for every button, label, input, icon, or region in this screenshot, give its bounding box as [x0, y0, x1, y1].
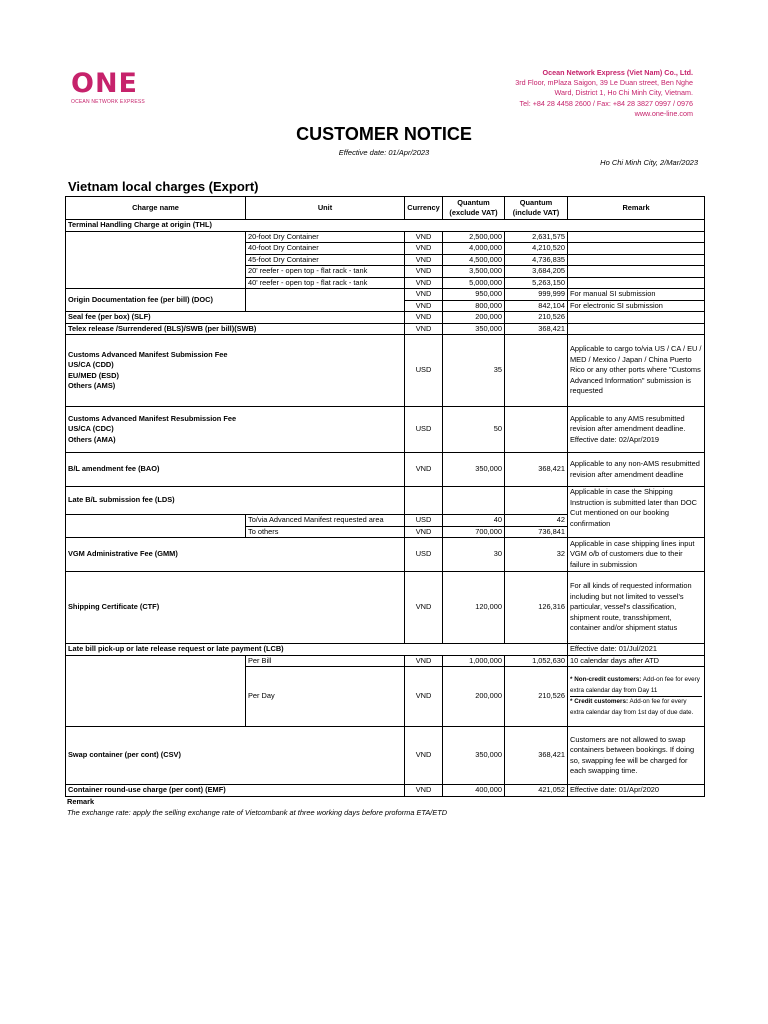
amount-exclude-vat: 200,000 [443, 667, 505, 727]
charge-name-lcb: Late bill pick-up or late release request or late payment (LCB) [66, 644, 568, 656]
amount-include-vat: 5,263,150 [505, 277, 568, 289]
currency-cell: USD [405, 407, 443, 453]
amount-include-vat [505, 407, 568, 453]
charge-name-ama [66, 407, 405, 453]
empty-cell [66, 231, 246, 289]
ams-line: Customs Advanced Manifest Submission Fee [68, 349, 228, 359]
table-row [66, 727, 705, 785]
remark-cell: Applicable to cargo to/via US / CA / EU / MED / Mexico / Japan / China Puerto Rico or any other ports where "Customs Advanced Information" submission is requested [568, 335, 705, 407]
currency-cell: VND [405, 243, 443, 255]
amount-exclude-vat: 4,000,000 [443, 243, 505, 255]
remark-cell [568, 312, 705, 324]
remark-cell: 10 calendar days after ATD [568, 655, 705, 667]
noncredit-label: * Non-credit customers: [570, 676, 642, 683]
amount-include-vat: 736,841 [505, 526, 568, 538]
amount-include-vat: 42 [505, 515, 568, 527]
amount-include-vat: 4,736,835 [505, 254, 568, 266]
table-row [66, 538, 705, 572]
remark-cell: Effective date: 01/Apr/2020 [568, 785, 705, 797]
currency-cell: USD [405, 335, 443, 407]
unit-cell: 45-foot Dry Container [246, 254, 405, 266]
amount-include-vat [505, 335, 568, 407]
remark-cell [568, 277, 705, 289]
currency-cell: VND [405, 667, 443, 727]
ams-line: Others (AMS) [68, 381, 116, 390]
unit-cell: 40' reefer - open top - flat rack - tank [246, 277, 405, 289]
amount-include-vat: 421,052 [505, 785, 568, 797]
currency-cell: VND [405, 572, 443, 644]
currency-cell: VND [405, 526, 443, 538]
currency-cell: USD [405, 538, 443, 572]
amount-exclude-vat: 800,000 [443, 300, 505, 312]
amount-exclude-vat: 400,000 [443, 785, 505, 797]
unit-cell [246, 289, 405, 312]
table-row [66, 655, 705, 667]
currency-cell: VND [405, 785, 443, 797]
charge-name-ctf: Shipping Certificate (CTF) [66, 572, 405, 644]
header-unit: Unit [246, 197, 405, 220]
amount-exclude-vat: 120,000 [443, 572, 505, 644]
currency-cell: VND [405, 453, 443, 487]
remark-cell [568, 323, 705, 335]
table-row [66, 487, 705, 515]
amount-exclude-vat: 200,000 [443, 312, 505, 324]
table-row [66, 407, 705, 453]
amount-include-vat: 32 [505, 538, 568, 572]
table-row [66, 335, 705, 407]
currency-cell: VND [405, 289, 443, 301]
amount-exclude-vat: 40 [443, 515, 505, 527]
remark-cell: Applicable in case the Shipping Instruction is submitted later than DOC Cut mentioned on our booking confirmation [568, 487, 705, 538]
remark-cell [568, 231, 705, 243]
charge-name-bao: B/L amendment fee (BAO) [66, 453, 405, 487]
amount-include-vat: 368,421 [505, 323, 568, 335]
charge-name-slf: Seal fee (per box) (SLF) [66, 312, 405, 324]
remark-cell [568, 243, 705, 255]
header-charge-name: Charge name [66, 197, 246, 220]
amount-exclude-vat: 350,000 [443, 323, 505, 335]
amount-include-vat: 4,210,520 [505, 243, 568, 255]
charge-name-lds: Late B/L submission fee (LDS) [66, 487, 405, 515]
company-address-line2: Ward, District 1, Ho Chi Minh City, Vietnam. [554, 88, 693, 98]
table-row [66, 289, 705, 301]
amount-include-vat: 126,316 [505, 572, 568, 644]
table-row [66, 572, 705, 644]
unit-cell: To/via Advanced Manifest requested area [246, 515, 405, 527]
remark-credit [570, 696, 702, 718]
header-quantum-exclude-vat: Quantum (exclude VAT) [443, 197, 505, 220]
place-date: Ho Chi Minh City, 2/Mar/2023 [600, 158, 698, 167]
amount-include-vat: 3,684,205 [505, 266, 568, 278]
ama-line: Others (AMA) [68, 434, 116, 444]
remark-cell: For manual SI submission [568, 289, 705, 301]
unit-cell: To others [246, 526, 405, 538]
remark-cell: Applicable to any AMS resubmitted revision after amendment deadline. Effective date: 02/Apr/2019 [568, 407, 705, 453]
currency-cell: VND [405, 655, 443, 667]
amount-exclude-vat: 30 [443, 538, 505, 572]
company-address-line1: 3rd Floor, mPlaza Saigon, 39 Le Duan street, Ben Nghe [515, 78, 693, 88]
table-row [66, 785, 705, 797]
amount-exclude-vat [443, 487, 505, 515]
currency-cell: VND [405, 727, 443, 785]
amount-exclude-vat: 4,500,000 [443, 254, 505, 266]
amount-include-vat: 2,631,575 [505, 231, 568, 243]
table-row [66, 220, 705, 232]
one-logo [71, 70, 146, 105]
currency-cell: VND [405, 231, 443, 243]
remark-cell [568, 254, 705, 266]
unit-cell: Per Bill [246, 655, 405, 667]
amount-include-vat [505, 487, 568, 515]
table-row [66, 644, 705, 656]
charge-name-csv: Swap container (per cont) (CSV) [66, 727, 405, 785]
charge-name-doc: Origin Documentation fee (per bill) (DOC) [66, 289, 246, 312]
company-website: www.one-line.com [634, 108, 693, 118]
amount-exclude-vat: 2,500,000 [443, 231, 505, 243]
section-title: Vietnam local charges (Export) [68, 179, 259, 194]
amount-exclude-vat: 700,000 [443, 526, 505, 538]
currency-cell: VND [405, 323, 443, 335]
currency-cell: VND [405, 266, 443, 278]
remark-cell: For electronic SI submission [568, 300, 705, 312]
logo-wordmark: ONE [71, 68, 138, 99]
remark-noncredit [570, 675, 702, 696]
remark-cell: For all kinds of requested information including but not limited to vessel's particular, vessel's classification, shipment route, transshipment, container and/or shipment status [568, 572, 705, 644]
amount-include-vat: 368,421 [505, 453, 568, 487]
charge-name-thc: Terminal Handling Charge at origin (THL) [66, 220, 705, 232]
currency-cell: VND [405, 277, 443, 289]
noncredit-text: Add-on fee for every extra calendar day from Day 11 [570, 676, 700, 694]
unit-cell: 20' reefer - open top - flat rack - tank [246, 266, 405, 278]
ams-line: EU/MED (ESD) [68, 370, 119, 380]
amount-exclude-vat: 950,000 [443, 289, 505, 301]
charge-name-gmm: VGM Administrative Fee (GMM) [66, 538, 405, 572]
currency-cell: VND [405, 300, 443, 312]
ams-line: US/CA (CDD) [68, 360, 114, 369]
amount-include-vat: 999,999 [505, 289, 568, 301]
charge-name-ams [66, 335, 405, 407]
empty-cell [66, 515, 246, 538]
currency-cell: VND [405, 254, 443, 266]
unit-cell: 20-foot Dry Container [246, 231, 405, 243]
remark-cell: Applicable to any non-AMS resubmitted revision after amendment deadline [568, 453, 705, 487]
amount-exclude-vat: 350,000 [443, 727, 505, 785]
table-row [66, 453, 705, 487]
unit-cell: Per Day [246, 667, 405, 727]
amount-exclude-vat: 1,000,000 [443, 655, 505, 667]
currency-cell [405, 487, 443, 515]
charges-table [65, 196, 705, 797]
header-currency: Currency [405, 197, 443, 220]
remark-cell: Effective date: 01/Jul/2021 [568, 644, 705, 656]
header-remark: Remark [568, 197, 705, 220]
company-name: Ocean Network Express (Viet Nam) Co., Ltd. [542, 68, 693, 77]
remark-cell: Applicable in case shipping lines input VGM o/b of customers due to their failure in submission [568, 538, 705, 572]
currency-cell: VND [405, 312, 443, 324]
ama-line: Customs Advanced Manifest Resubmission Fee [68, 413, 237, 423]
table-header-row [66, 197, 705, 220]
amount-include-vat: 842,104 [505, 300, 568, 312]
footer-remark-label: Remark [67, 797, 95, 806]
table-row [66, 312, 705, 324]
charge-name-swb: Telex release /Surrendered (BLS)/SWB (per bill)(SWB) [66, 323, 405, 335]
amount-include-vat: 210,526 [505, 312, 568, 324]
logo-subtitle: OCEAN NETWORK EXPRESS [71, 99, 145, 105]
amount-exclude-vat: 35 [443, 335, 505, 407]
page-title: CUSTOMER NOTICE [296, 124, 472, 144]
table-row [66, 323, 705, 335]
amount-include-vat: 368,421 [505, 727, 568, 785]
amount-exclude-vat: 3,500,000 [443, 266, 505, 278]
remark-cell [568, 667, 705, 727]
effective-date: Effective date: 01/Apr/2023 [338, 148, 430, 157]
company-info [473, 68, 693, 119]
remark-cell [568, 266, 705, 278]
amount-exclude-vat: 50 [443, 407, 505, 453]
amount-exclude-vat: 350,000 [443, 453, 505, 487]
header-quantum-include-vat: Quantum (include VAT) [505, 197, 568, 220]
table-row [66, 231, 705, 243]
remark-cell: Customers are not allowed to swap containers between bookings. If doing so, swapping fee will be charged for each swapping time. [568, 727, 705, 785]
empty-cell [66, 655, 246, 727]
company-phone: Tel: +84 28 4458 2600 / Fax: +84 28 3827 0997 / 0976 [519, 98, 693, 108]
ama-line: US/CA (CDC) [68, 424, 114, 434]
amount-include-vat: 210,526 [505, 667, 568, 727]
amount-exclude-vat: 5,000,000 [443, 277, 505, 289]
credit-label: * Credit customers: [570, 698, 629, 705]
charge-name-emf: Container round-use charge (per cont) (EMF) [66, 785, 405, 797]
amount-include-vat: 1,052,630 [505, 655, 568, 667]
unit-cell: 40-foot Dry Container [246, 243, 405, 255]
footer-exchange-note: The exchange rate: apply the selling exchange rate of Vietcombank at three working days before proforma ETA/ETD [67, 808, 448, 817]
credit-text: Add-on fee for every extra calendar day from 1st day of due date. [570, 698, 694, 716]
currency-cell: USD [405, 515, 443, 527]
